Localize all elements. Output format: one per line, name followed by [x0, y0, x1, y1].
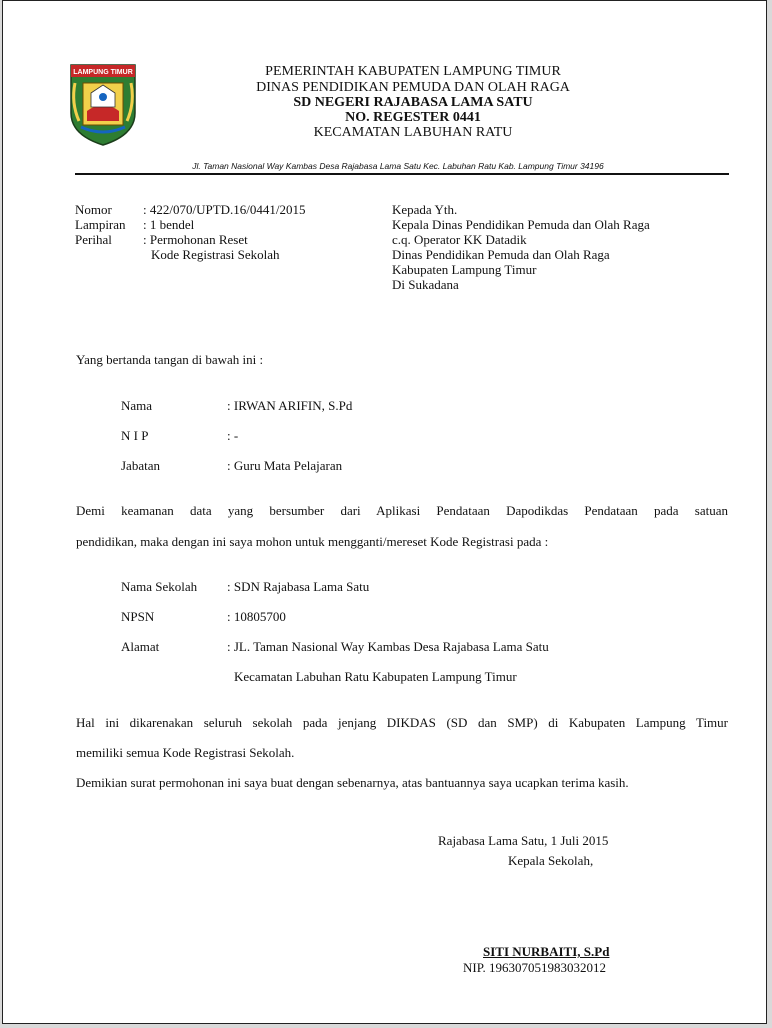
letterhead-register: NO. REGESTER 0441 [345, 110, 481, 125]
address-value-line2: Kecamatan Labuhan Ratu Kabupaten Lampung Timur [234, 669, 517, 684]
letter-page [2, 0, 767, 1024]
recipient-line6: Di Sukadana [392, 277, 459, 292]
nomor-value: : 422/070/UPTD.16/0441/2015 [143, 202, 306, 217]
closing-text: Demikian surat permohonan ini saya buat dengan sebenarnya, atas bantuannya saya ucapkan terima kasih. [76, 775, 629, 790]
paragraph1-line1: Demi keamanan data yang bersumber dari Aplikasi Pendataan Dapodikdas Pendataan pada satuan [76, 503, 728, 518]
signer-position-value: : Guru Mata Pelajaran [227, 458, 343, 473]
paragraph2-line2: memiliki semua Kode Registrasi Sekolah. [76, 745, 295, 760]
letterhead-district: KECAMATAN LABUHAN RATU [313, 125, 513, 140]
paragraph1-line2: pendidikan, maka dengan ini saya mohon untuk mengganti/mereset Kode Registrasi pada : [76, 534, 549, 549]
signature-title: Kepala Sekolah, [508, 853, 594, 868]
letterhead-line1: PEMERINTAH KABUPATEN LAMPUNG TIMUR [265, 64, 561, 79]
signer-position-label: Jabatan [121, 458, 160, 473]
signer-nip-label: N I P [121, 428, 149, 443]
school-name-value: : SDN Rajabasa Lama Satu [227, 579, 370, 594]
lampiran-label: Lampiran [75, 217, 126, 232]
recipient-line2: Kepala Dinas Pendidikan Pemuda dan Olah Raga [392, 217, 650, 232]
nomor-label: Nomor [75, 202, 112, 217]
npsn-value: : 10805700 [227, 609, 286, 624]
letterhead-line2: DINAS PENDIDIKAN PEMUDA DAN OLAH RAGA [256, 80, 570, 95]
school-name-label: Nama Sekolah [121, 579, 198, 594]
intro-text: Yang bertanda tangan di bawah ini : [76, 352, 264, 367]
perihal-value-line2: Kode Registrasi Sekolah [151, 247, 280, 262]
recipient-line3: c.q. Operator KK Datadik [392, 232, 527, 247]
lampiran-value: : 1 bendel [143, 217, 195, 232]
address-value: : JL. Taman Nasional Way Kambas Desa Rajabasa Lama Satu [227, 639, 549, 654]
paragraph2-line1: Hal ini dikarenakan seluruh sekolah pada jenjang DIKDAS (SD dan SMP) di Kabupaten Lampung Timur [76, 715, 728, 730]
lampung-timur-emblem-icon [69, 63, 137, 147]
logo-banner: LAMPUNG TIMUR [73, 69, 133, 76]
letterhead-address: Jl. Taman Nasional Way Kambas Desa Rajabasa Lama Satu Kec. Labuhan Ratu Kab. Lampung Timur 34196 [192, 161, 604, 171]
letterhead-school-name: SD NEGERI RAJABASA LAMA SATU [293, 95, 533, 110]
recipient-line4: Dinas Pendidikan Pemuda dan Olah Raga [392, 247, 610, 262]
perihal-label: Perihal [75, 232, 112, 247]
signature-name: SITI NURBAITI, S.Pd [483, 944, 610, 959]
address-label: Alamat [121, 639, 160, 654]
signer-name-value: : IRWAN ARIFIN, S.Pd [227, 398, 353, 413]
recipient-line5: Kabupaten Lampung Timur [392, 262, 537, 277]
signer-name-label: Nama [121, 398, 153, 413]
perihal-value: : Permohonan Reset [143, 232, 248, 247]
signature-nip: NIP. 196307051983032012 [463, 960, 607, 975]
signature-place-date: Rajabasa Lama Satu, 1 Juli 2015 [438, 833, 609, 848]
letterhead-divider [75, 173, 729, 175]
npsn-label: NPSN [121, 609, 155, 624]
signer-nip-value: : - [227, 428, 239, 443]
recipient-line1: Kepada Yth. [392, 202, 458, 217]
